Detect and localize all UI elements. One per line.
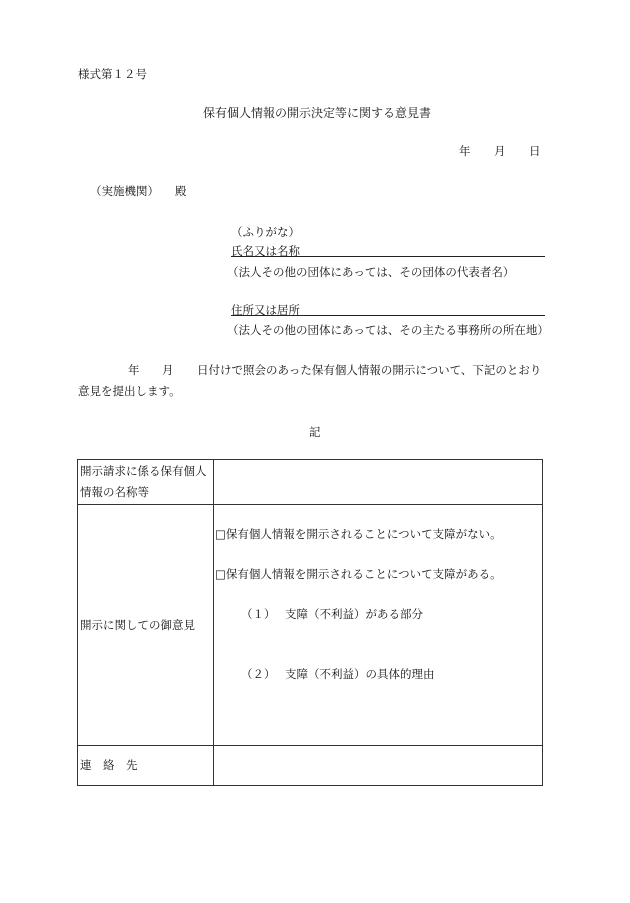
option-issue[interactable]: □保有個人情報を開示されることについて支障がある。 — [215, 567, 502, 581]
body-line2: 意見を提出します。 — [78, 384, 181, 398]
ki-heading: 記 — [309, 425, 321, 439]
option-no-issue[interactable]: □保有個人情報を開示されることについて支障がない。 — [215, 527, 502, 541]
item1-number: （１） — [241, 607, 276, 621]
date-year-label: 年 — [459, 144, 471, 158]
contact-value-cell[interactable] — [214, 746, 543, 786]
record-name-label-line1: 開示請求に係る保有個人 — [80, 464, 207, 478]
opinion-label-cell — [78, 505, 214, 746]
date-day-label: 日 — [529, 144, 541, 158]
date-month-label: 月 — [494, 144, 506, 158]
record-name-label-line2: 情報の名称等 — [80, 485, 149, 499]
name-label: 氏名又は名称 — [231, 244, 300, 258]
furigana-label: （ふりがな） — [231, 225, 300, 239]
address-underline — [231, 315, 545, 316]
address-label: 住所又は居所 — [231, 303, 300, 317]
name-underline — [231, 256, 545, 257]
opinion-value-cell[interactable] — [214, 505, 543, 746]
form-number: 様式第１２号 — [78, 67, 147, 81]
contact-label: 連 絡 先 — [80, 758, 138, 772]
record-name-label-cell — [78, 460, 214, 505]
addressee-agency: （実施機関） — [90, 184, 159, 198]
address-note: （法人その他の団体にあっては、その主たる事務所の所在地） — [227, 323, 549, 337]
record-name-value-cell[interactable] — [214, 460, 543, 505]
table-row — [78, 460, 543, 505]
addressee-honorific: 殿 — [175, 184, 187, 198]
item2-text: 支障（不利益）の具体的理由 — [285, 667, 435, 681]
body-month-label: 月 — [162, 363, 174, 377]
name-note: （法人その他の団体にあっては、その団体の代表者名） — [227, 265, 515, 279]
opinion-table — [77, 459, 543, 786]
table-row — [78, 505, 543, 746]
item2-number: （２） — [241, 667, 276, 681]
item1-text: 支障（不利益）がある部分 — [285, 607, 423, 621]
contact-label-cell — [78, 746, 214, 786]
body-year-label: 年 — [128, 363, 140, 377]
table-row — [78, 746, 543, 786]
document-title: 保有個人情報の開示決定等に関する意見書 — [203, 106, 432, 120]
body-line1: 日付けで照会のあった保有個人情報の開示について、下記のとおり — [197, 363, 542, 377]
opinion-label: 開示に関しての御意見 — [80, 617, 195, 632]
